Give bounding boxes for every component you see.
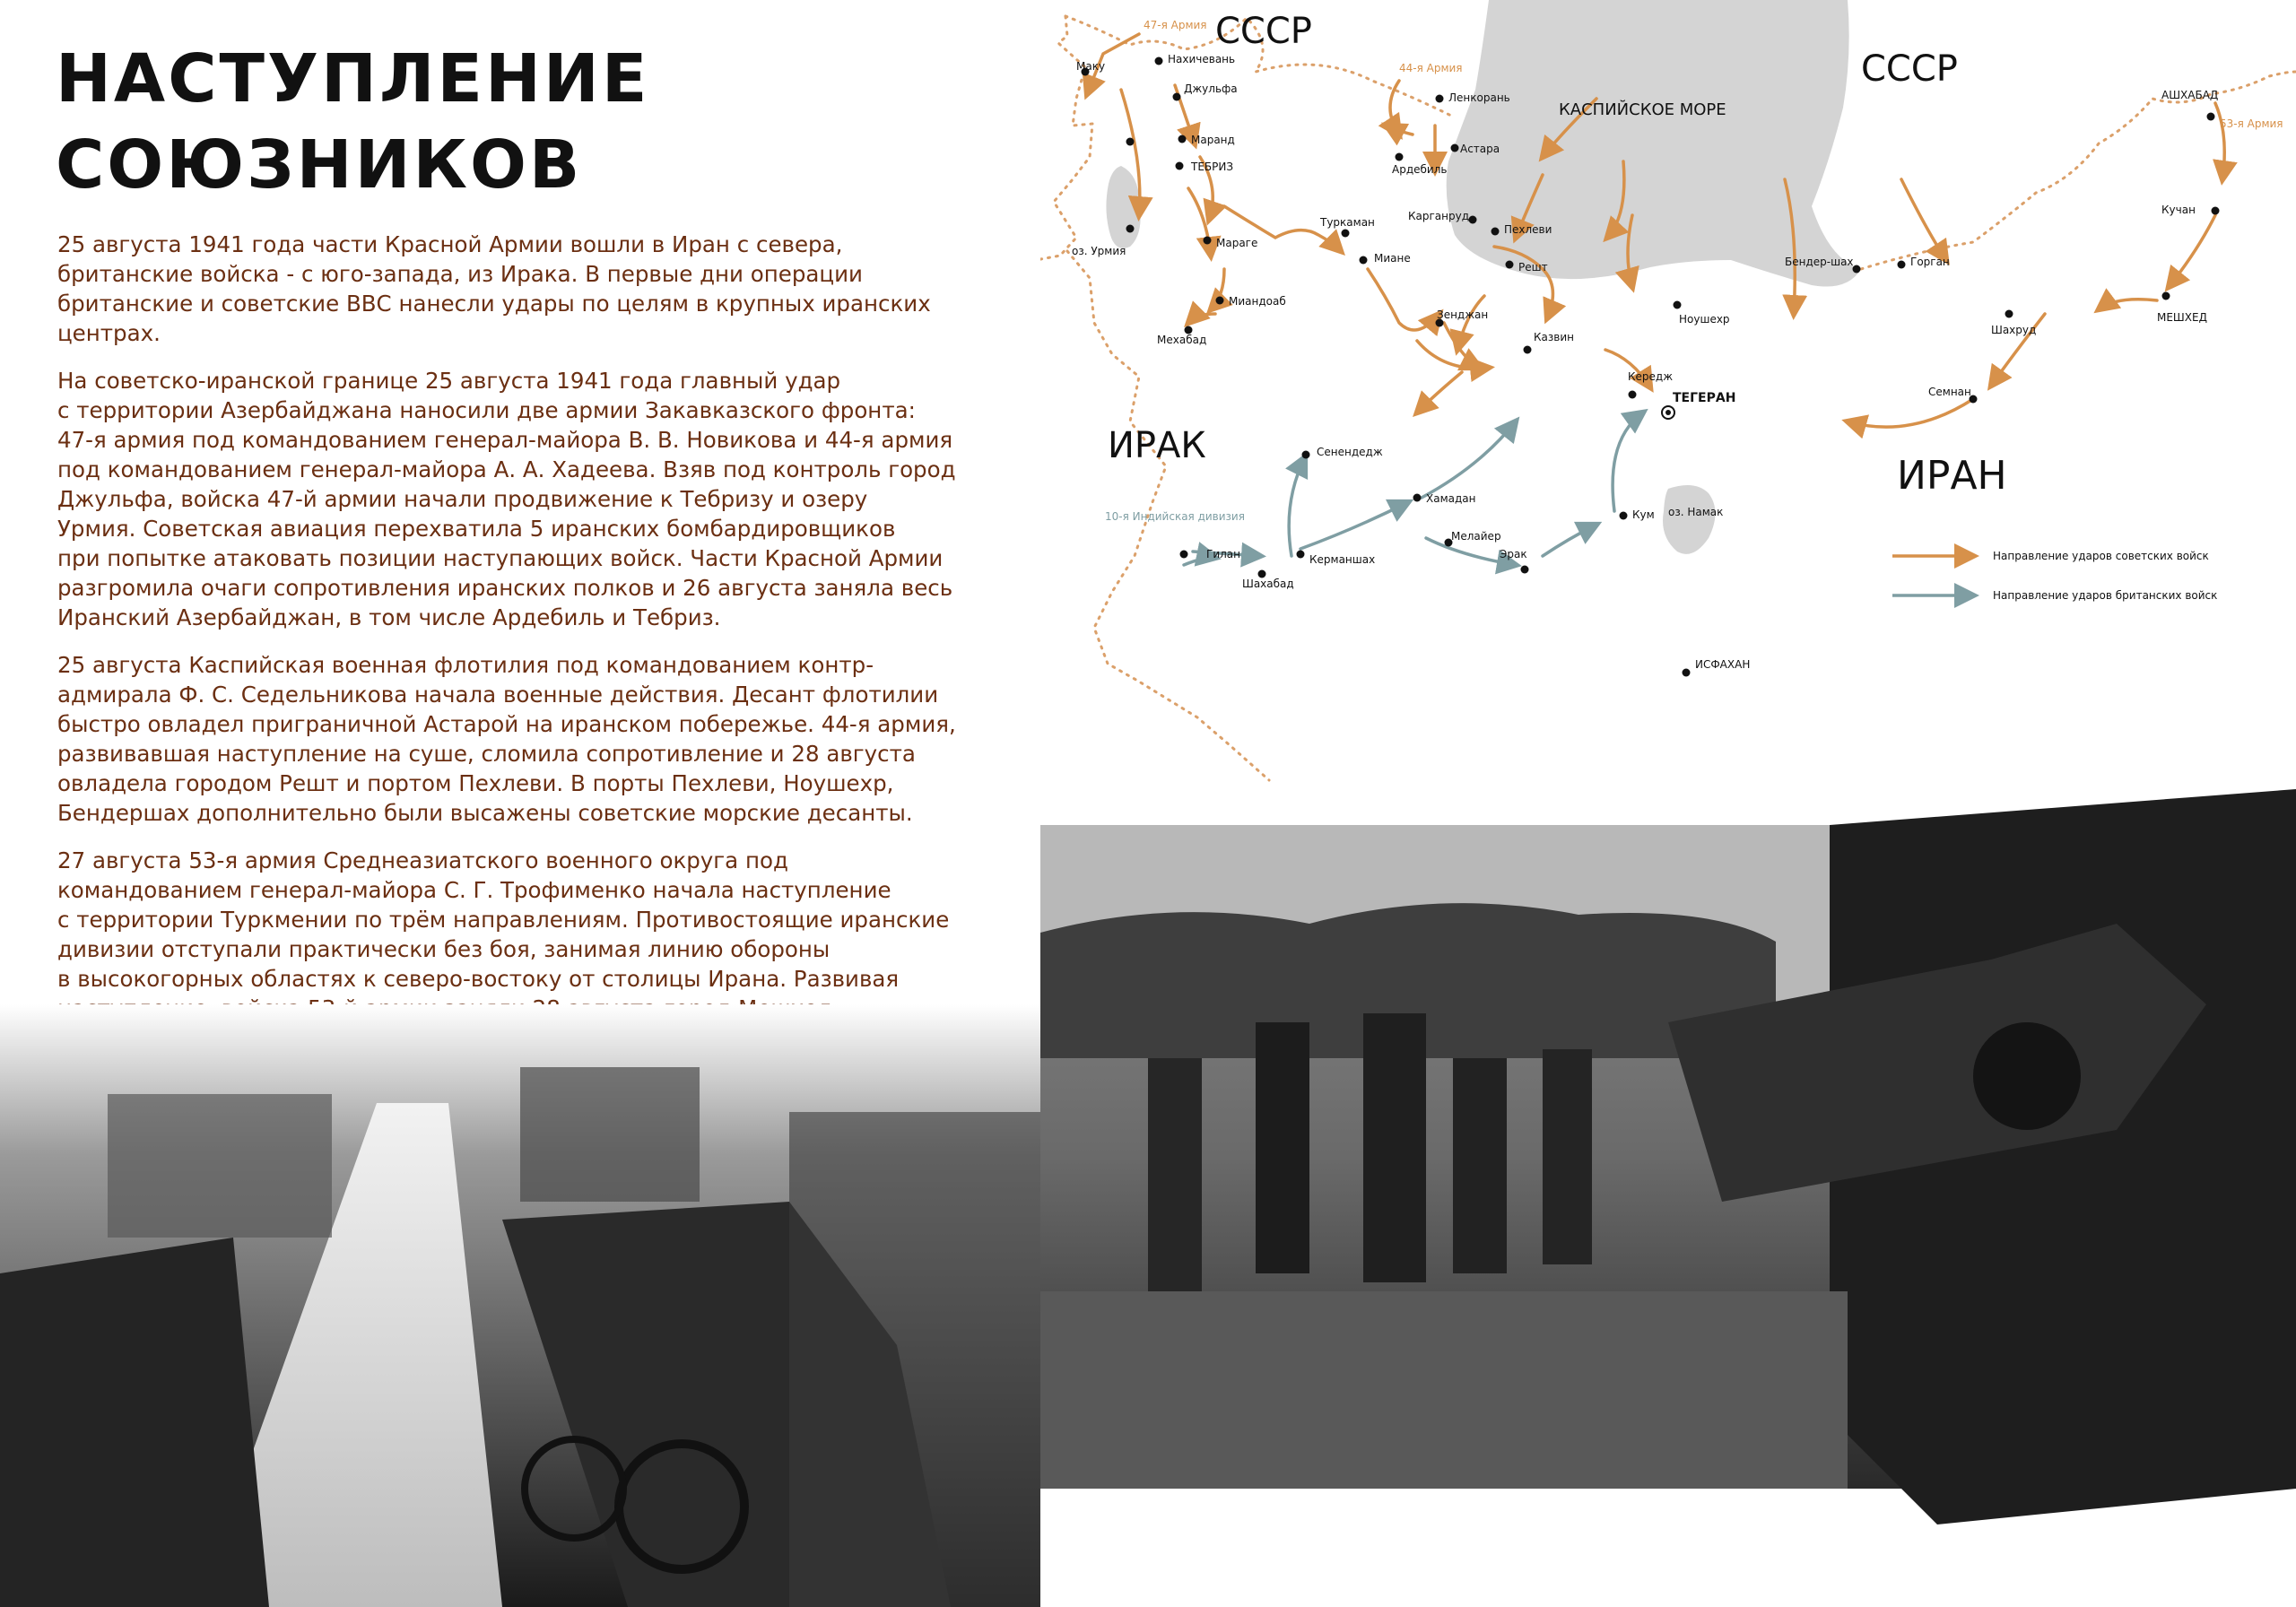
city-nakhichevan: Нахичевань <box>1168 53 1236 65</box>
label-division10: 10-я Индийская дивизия <box>1105 510 1245 523</box>
label-army53: 53-я Армия <box>2220 117 2283 130</box>
city-semnan: Семнан <box>1928 386 1971 398</box>
caspian-sea <box>1447 0 1861 287</box>
city-mashhad: МЕШХЕД <box>2157 311 2207 324</box>
city-rasht: Решт <box>1518 261 1548 274</box>
british-arrows <box>1184 413 1643 565</box>
city-gorgan: Горган <box>1910 256 1950 268</box>
city-miandoab: Миандоаб <box>1229 295 1286 308</box>
city-astara: Астара <box>1460 143 1500 155</box>
legend-soviet-label: Направление ударов советских войск <box>1993 550 2209 562</box>
lake-namak <box>1663 485 1716 554</box>
label-lake-namak: оз. Намак <box>1668 506 1724 518</box>
label-ussr-west: СССР <box>1215 11 1312 52</box>
campaign-map <box>1040 0 2296 789</box>
city-qom: Кум <box>1632 508 1655 521</box>
city-julfa: Джульфа <box>1184 83 1238 95</box>
city-lenkoran: Ленкорань <box>1448 91 1510 104</box>
city-bandarshah: Бендер-шах <box>1785 256 1854 268</box>
label-iran: ИРАН <box>1897 453 2007 499</box>
city-marageh: Мараге <box>1216 237 1258 249</box>
label-lake-urmia: оз. Урмия <box>1072 245 1126 257</box>
city-turkmanchay: Туркаман <box>1320 216 1375 229</box>
label-ussr-east: СССР <box>1861 48 1958 90</box>
paragraph-1: 25 августа 1941 года части Красной Армии вошли в Иран с севера, британские войска - с юго-запада, из Ирака. В первые дни операции британские и советские ВВС нанесли удары по целям в крупных иранских центрах. <box>57 231 931 346</box>
label-caspian: КАСПИЙСКОЕ МОРЕ <box>1559 100 1726 119</box>
page-title-line-1: НАСТУПЛЕНИЕ <box>56 40 650 117</box>
label-army47: 47-я Армия <box>1144 19 1207 31</box>
city-quchan: Кучан <box>2161 204 2196 216</box>
city-ashgabat: АШХАБАД <box>2161 89 2219 101</box>
city-ardabil: Ардебиль <box>1392 163 1448 176</box>
city-zanjan: Зенджан <box>1437 308 1489 321</box>
city-marand: Маранд <box>1191 134 1235 146</box>
city-shahabad: Шахабад <box>1242 578 1294 590</box>
city-isfahan: ИСФАХАН <box>1695 658 1751 671</box>
city-mahabad: Мехабад <box>1157 334 1207 346</box>
paragraph-4: 27 августа 53-я армия Среднеазиатского военного округа под командованием генерал-майора С. Г. Трофименко начала наступление с территории Туркмении по трём направлениям. Противостоящие иранские дивизии отступали практически без боя, занимая линию обороны в высокогорных областях к северо-востоку от столицы Ирана. Развивая <box>57 847 950 992</box>
city-tabriz: ТЕБРИЗ <box>1191 161 1234 173</box>
city-sanandaj: Сенендедж <box>1317 446 1383 458</box>
photo-tank-soldiers <box>1040 789 2296 1607</box>
legend-british-label: Направление ударов британских войск <box>1993 589 2218 602</box>
city-arak: Эрак <box>1500 548 1527 560</box>
paragraph-3: 25 августа Каспийская военная флотилия под командованием контр- адмирала Ф. С. Седельникова начала военные действия. Десант флотилии быстро овладел приграничной Астарой на иранском побережье. 44-я армия, развивавшая наступление на суше, сломила сопротивление и 28 августа овладела городом Решт и портом Пехлеви. В порты Пехлеви, Ноушехр, Бендершах дополнительно были высажены советские морские десанты. <box>57 652 956 826</box>
label-iraq: ИРАК <box>1108 425 1206 466</box>
city-qazvin: Казвин <box>1534 331 1574 343</box>
city-pahlavi: Пехлеви <box>1504 223 1552 236</box>
city-karaj: Кередж <box>1628 370 1674 383</box>
lake-urmia <box>1106 166 1140 248</box>
page-title-line-2: СОЮЗНИКОВ <box>56 126 583 204</box>
photo-street-column <box>0 1004 1040 1607</box>
city-gilan: Гилан <box>1206 548 1240 560</box>
city-garmi: Карганруд <box>1408 210 1470 222</box>
city-shahrud: Шахруд <box>1991 324 2037 336</box>
city-hamadan: Хамадан <box>1426 492 1476 505</box>
city-malayer: Мелайер <box>1451 530 1501 543</box>
city-kermanshah: Керманшах <box>1309 553 1376 566</box>
city-mianeh: Миане <box>1374 252 1411 265</box>
map-legend <box>1892 550 2217 602</box>
city-tehran: ТЕГЕРАН <box>1673 391 1736 405</box>
label-army44: 44-я Армия <box>1399 62 1463 74</box>
page-title <box>56 36 952 208</box>
city-nowshahr: Ноушехр <box>1679 313 1730 326</box>
city-maku: Маку <box>1076 60 1106 73</box>
paragraph-2: На советско-иранской границе 25 августа 1941 года главный удар с территории Азербайджана наносили две армии Закавказского фронта: 47-я армия под командованием генерал-майора В. В. Новикова и 44-я армия под командованием генерал-майора А. А. Хадеева. Взяв под контроль город Джульфа, войска 47-й армии начали продвижение к Тебризу и озеру Урмия. Советская авиация перехватила 5 иранских бомбардировщиков при попытке атаковать позиции наступающих войск. Части Красной Армии разгромила очаги сопротивления иранских полков и 26 августа заняла весь Иранский Азербайджан, в том числе Ардебиль и Тебриз. <box>57 368 956 630</box>
article-body <box>57 230 1026 1041</box>
